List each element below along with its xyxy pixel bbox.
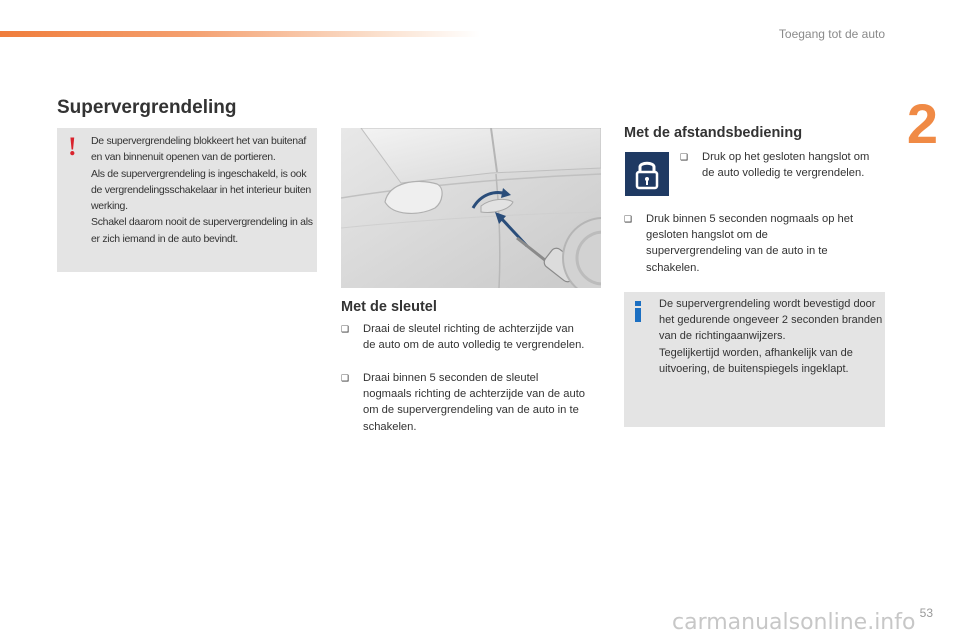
warning-paragraph: De supervergrendeling blokkeert het van buitenaf en van binnenuit openen van de portieren. xyxy=(91,135,306,164)
bullet-text: Draai binnen 5 seconden de sleutel nogmaals richting de achterzijde van de auto om de supervergrendeling van de auto in te schakelen. xyxy=(363,372,586,433)
watermark-text: carmanualsonline.info xyxy=(672,610,916,635)
header-accent-bar xyxy=(0,31,480,37)
remote-section-title: Met de afstandsbediening xyxy=(624,125,803,141)
warning-paragraph: Schakel daarom nooit de supervergrendeling in als er zich iemand in de auto bevindt. xyxy=(91,216,313,245)
key-bullet-1 xyxy=(341,321,586,353)
info-paragraph: Tegelijkertijd worden, afhankelijk van de uitvoering, de buitenspiegels ingeklapt. xyxy=(659,346,853,375)
info-box xyxy=(624,292,885,427)
bullet-mark-icon: ❑ xyxy=(341,373,350,383)
warning-paragraph: Als de supervergrendeling is ingeschakeld, is ook de vergrendelingsschakelaar in het interieur buiten werking. xyxy=(91,167,311,213)
exclamation-icon: ! xyxy=(68,132,77,161)
section-title: Toegang tot de auto xyxy=(778,27,885,41)
bullet-text: Druk binnen 5 seconden nogmaals op het gesloten hangslot om de supervergrendeling van de auto in te schakelen. xyxy=(646,213,854,274)
warning-box xyxy=(57,128,317,272)
page-title: Supervergrendeling xyxy=(57,97,237,118)
bullet-mark-icon: ❑ xyxy=(680,152,689,162)
bullet-mark-icon: ❑ xyxy=(341,324,350,334)
warning-text xyxy=(91,133,313,247)
closed-padlock-icon xyxy=(625,152,669,196)
key-section-title: Met de sleutel xyxy=(341,299,437,315)
bullet-text: Druk op het gesloten hangslot om de auto volledig te vergrendelen. xyxy=(702,151,870,180)
car-illustration-svg xyxy=(341,128,601,288)
remote-bullet-2 xyxy=(624,211,860,276)
chapter-number: 2 xyxy=(906,92,938,155)
remote-bullet-1 xyxy=(680,149,875,181)
page-number: 53 xyxy=(919,606,933,620)
info-text xyxy=(659,296,883,377)
bullet-mark-icon: ❑ xyxy=(624,214,633,224)
info-icon xyxy=(635,301,641,322)
info-paragraph: De supervergrendeling wordt bevestigd door het gedurende ongeveer 2 seconden branden van de richtingaanwijzers. xyxy=(659,298,883,343)
car-door-key-illustration xyxy=(341,128,601,288)
bullet-text: Draai de sleutel richting de achterzijde van de auto om de auto volledig te vergrendelen. xyxy=(363,323,585,352)
key-bullet-2 xyxy=(341,370,586,435)
